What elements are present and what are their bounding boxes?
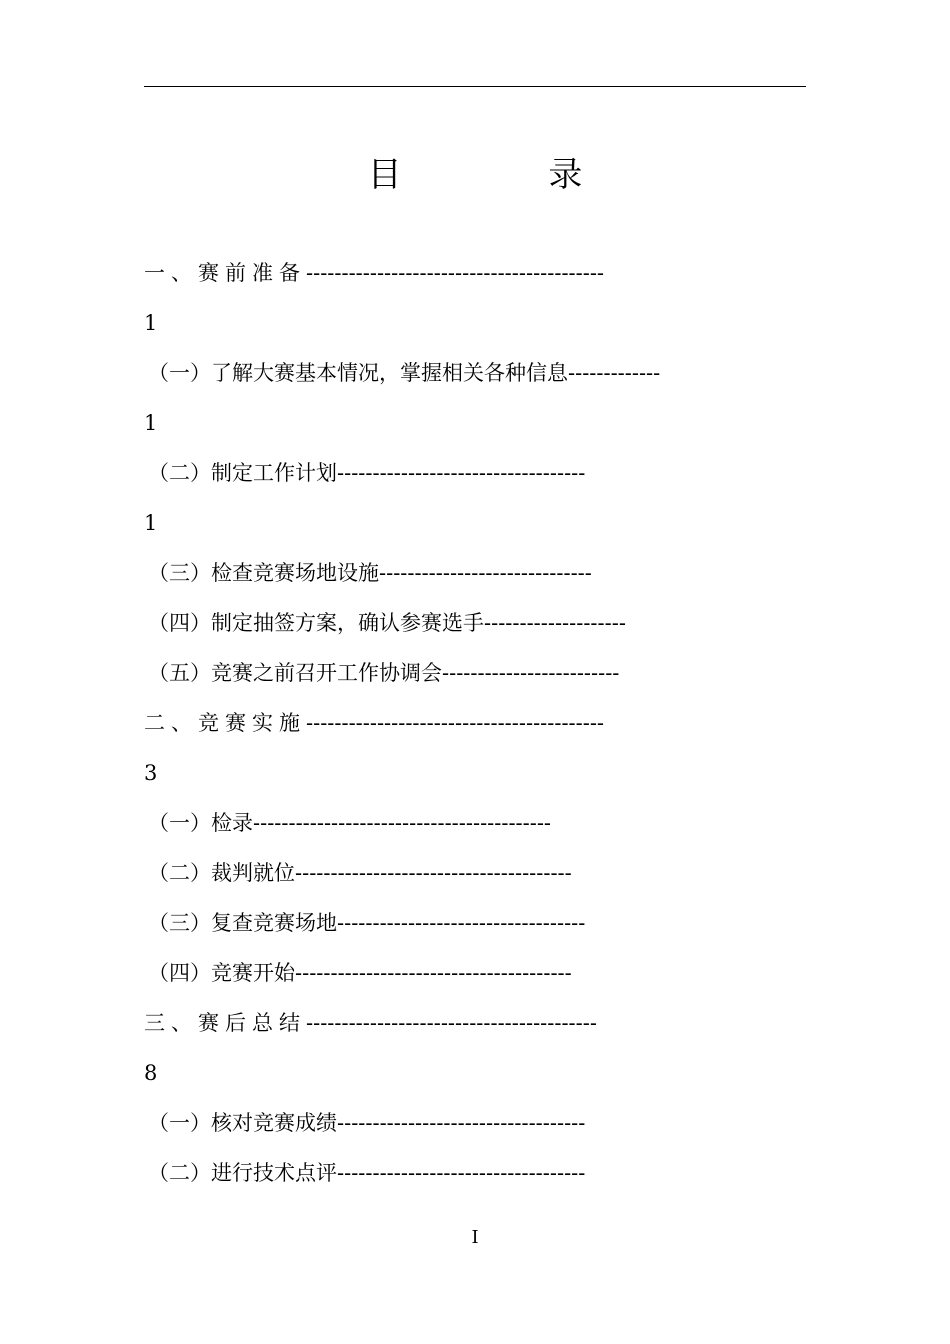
toc-entry-page: 3 <box>144 761 158 785</box>
page-title: 目 录 <box>367 155 651 195</box>
toc-entry-label: （五）竞赛之前召开工作协调会 <box>148 661 442 685</box>
toc-entry-label: （四）制定抽签方案，确认参赛选手 <box>148 611 484 635</box>
toc-page-number-line <box>144 398 806 448</box>
toc-entry[interactable] <box>144 648 806 698</box>
toc-entry-label: （三）复查竞赛场地 <box>148 911 337 935</box>
toc-page-number-line <box>144 748 806 798</box>
toc-entry-label: （四）竞赛开始 <box>148 961 295 985</box>
toc-entry-label: （一）核对竞赛成绩 <box>148 1111 337 1135</box>
toc-entry-label: （一）了解大赛基本情况，掌握相关各种信息 <box>148 361 568 385</box>
toc-entry[interactable] <box>144 448 806 498</box>
toc-entry-leader: ----------------------------------------- <box>306 1011 597 1035</box>
toc-entry-leader: ------------------------------ <box>379 561 592 585</box>
toc-entry[interactable] <box>144 248 806 298</box>
toc-entry-leader: ------------------------- <box>442 661 620 685</box>
toc-entry[interactable] <box>144 1098 806 1148</box>
toc-entry-label: （二）进行技术点评 <box>148 1161 337 1185</box>
toc-entry-leader: ----------------------------------- <box>337 461 586 485</box>
footer-page-number: I <box>471 1227 479 1248</box>
toc-entry-label: （二）裁判就位 <box>148 861 295 885</box>
toc-entry-leader: ----------------------------------- <box>337 1111 586 1135</box>
table-of-contents <box>144 248 806 1198</box>
toc-page-number-line <box>144 298 806 348</box>
toc-entry-page: 1 <box>144 311 158 335</box>
toc-entry-leader: --------------------------------------- <box>295 961 572 985</box>
toc-page-number-line <box>144 1048 806 1098</box>
toc-entry[interactable] <box>144 348 806 398</box>
toc-entry-label: （二）制定工作计划 <box>148 461 337 485</box>
toc-entry-leader: ------------- <box>568 361 661 385</box>
toc-entry[interactable] <box>144 698 806 748</box>
header-rule <box>144 86 806 87</box>
toc-entry-page: 1 <box>144 511 158 535</box>
toc-entry-label: 二、竞赛实施 <box>144 711 306 735</box>
toc-entry-label: （三）检查竞赛场地设施 <box>148 561 379 585</box>
toc-entry-leader: ----------------------------------- <box>337 1161 586 1185</box>
toc-entry-leader: ------------------------------------------ <box>306 711 605 735</box>
toc-entry[interactable] <box>144 548 806 598</box>
toc-entry[interactable] <box>144 598 806 648</box>
toc-entry-leader: ------------------------------------------ <box>306 261 605 285</box>
toc-page-number-line <box>144 498 806 548</box>
toc-entry-label: 一、赛前准备 <box>144 261 306 285</box>
toc-entry-page: 8 <box>144 1061 158 1085</box>
toc-entry-leader: ----------------------------------- <box>337 911 586 935</box>
toc-entry[interactable] <box>144 1148 806 1198</box>
toc-entry-leader: -------------------- <box>484 611 626 635</box>
toc-entry[interactable] <box>144 898 806 948</box>
toc-entry-leader: --------------------------------------- <box>295 861 572 885</box>
toc-entry-page: 1 <box>144 411 158 435</box>
toc-entry[interactable] <box>144 948 806 998</box>
toc-entry[interactable] <box>144 798 806 848</box>
toc-entry[interactable] <box>144 848 806 898</box>
toc-entry[interactable] <box>144 998 806 1048</box>
toc-entry-leader: ------------------------------------------ <box>253 811 552 835</box>
toc-entry-label: （一）检录 <box>148 811 253 835</box>
toc-entry-label: 三、赛后总结 <box>144 1011 306 1035</box>
